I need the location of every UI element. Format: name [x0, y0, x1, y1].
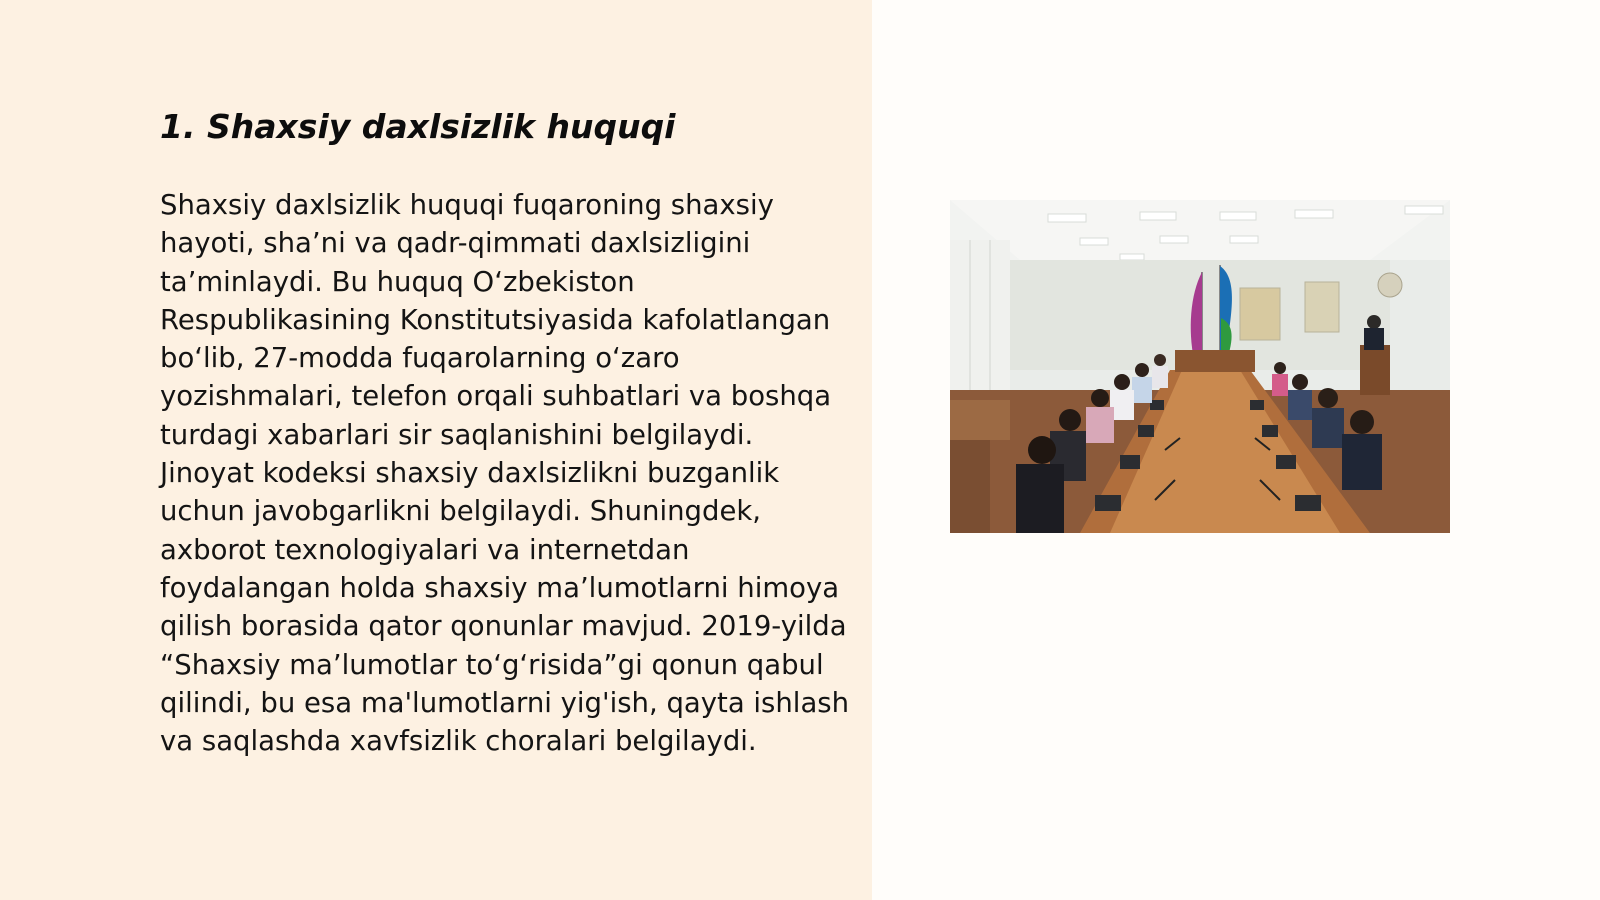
slide-title: 1. Shaxsiy daxlsizlik huquqi	[160, 107, 676, 146]
meeting-photo	[950, 200, 1450, 533]
body-paragraph: Shaxsiy daxlsizlik huquqi fuqaroning shaxsiy hayoti, sha’ni va qadr-qimmati daxlsizligini ta’minlaydi. Bu huquq O‘zbekiston Respublikasining Konstitutsiyasida kafolatlangan bo‘lib, 27-modda fuqarolarning o‘zaro yozishmalari, telefon orqali suhbatlari va boshqa turdagi xabarlari sir saqlanishini belgilaydi. Jinoyat kodeksi shaxsiy daxlsizlikni buzganlik uchun javobgarlikni belgilaydi. Shuningdek, axborot texnologiyalari va internetdan foydalangan holda shaxsiy ma’lumotlarni himoya qilish borasida qator qonunlar mavjud. 2019-yilda “Shaxsiy ma’lumotlar to‘g‘risida”gi qonun qabul qilindi, bu esa ma'lumotlarni yig'ish, qayta ishlash va saqlashda xavfsizlik choralari belgilaydi.	[160, 189, 850, 758]
